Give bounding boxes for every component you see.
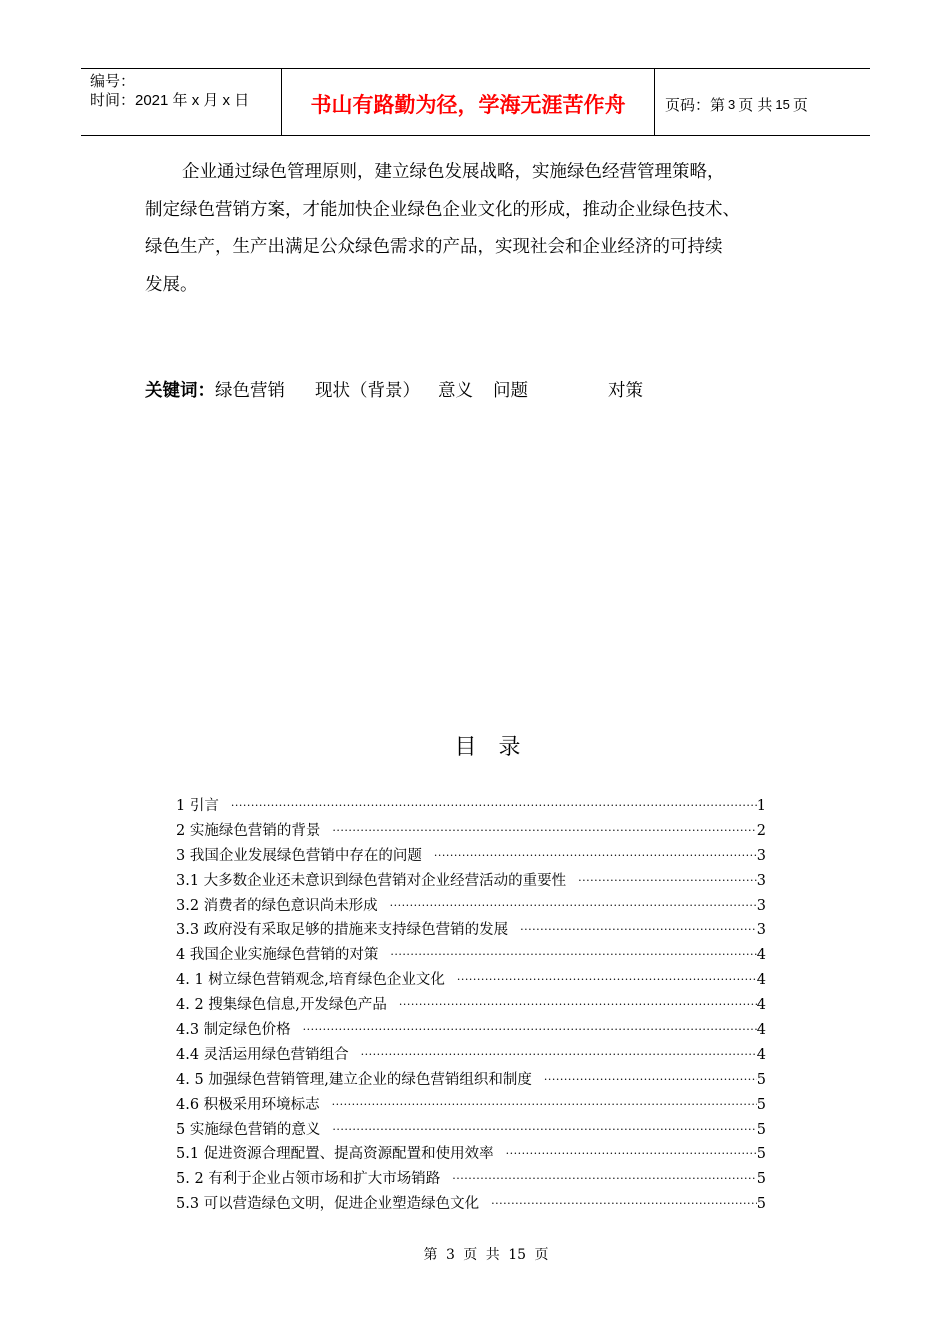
keyword: 问题 [493, 381, 528, 401]
toc-entry-title: 5. 2 有利于企业占领市场和扩大市场销路 [176, 1171, 441, 1188]
toc-entry-title: 5.3 可以营造绿色文明，促进企业塑造绿色文化 [176, 1196, 480, 1213]
toc-dot-leader [399, 993, 757, 1018]
keywords-label: 关键词： [145, 381, 215, 401]
toc-entry[interactable] [176, 1167, 766, 1192]
toc-entry-title: 4 我国企业实施绿色营销的对策 [176, 947, 379, 964]
toc-entry[interactable] [176, 918, 766, 943]
toc-dot-leader [544, 1068, 757, 1093]
toc-dot-leader [390, 943, 756, 968]
toc-entry[interactable] [176, 819, 766, 844]
toc-entry-page: 5 [756, 1121, 766, 1138]
toc-entry-title: 4.6 积极采用环境标志 [176, 1096, 320, 1113]
keyword: 绿色营销 [215, 381, 285, 401]
abstract-paragraph [145, 154, 825, 304]
toc-entry[interactable] [176, 1068, 766, 1093]
page-current: 3 [728, 96, 736, 112]
toc-entry-title: 3.2 消费者的绿色意识尚未形成 [176, 897, 378, 914]
toc-entry[interactable] [176, 1018, 766, 1043]
toc-dot-leader [332, 1118, 756, 1143]
paragraph-line: 发展。 [145, 274, 198, 295]
toc-entry[interactable] [176, 794, 766, 819]
keyword: 现状（背景） [315, 381, 420, 401]
keyword: 对策 [608, 381, 643, 401]
toc-dot-leader [434, 844, 757, 869]
toc-dot-leader [332, 819, 756, 844]
toc-entry-title: 5 实施绿色营销的意义 [176, 1121, 321, 1138]
toc-entry-page: 4 [756, 1046, 766, 1063]
toc-entry-title: 3.3 政府没有采取足够的措施来支持绿色营销的发展 [176, 922, 509, 939]
toc-entry[interactable] [176, 968, 766, 993]
toc-dot-leader [452, 1167, 756, 1192]
paragraph-line: 制定绿色营销方案，才能加快企业绿色企业文化的形成，推动企业绿色技术、 [145, 199, 740, 220]
paragraph-line: 绿色生产，生产出满足公众绿色需求的产品，实现社会和企业经济的可持续 [145, 237, 723, 257]
toc-dot-leader [520, 918, 757, 943]
page-total: 15 [775, 96, 790, 112]
toc-entry-title: 4. 2 搜集绿色信息,开发绿色产品 [176, 997, 387, 1014]
header-meta-cell [81, 69, 282, 135]
page-footer: 第 3 页 共 15 页 [423, 1247, 549, 1263]
toc-entry[interactable] [176, 844, 766, 869]
toc-entry-page: 3 [756, 922, 766, 939]
toc-entry-page: 5 [756, 1146, 766, 1163]
toc-dot-leader [303, 1018, 757, 1043]
toc-entry-title: 4.4 灵活运用绿色营销组合 [176, 1046, 349, 1063]
date-label: 时间：2021 年 x 月 x 日 [90, 92, 250, 109]
toc-entry-title: 5.1 促进资源合理配置、提高资源配置和使用效率 [176, 1146, 494, 1163]
toc-entry-page: 3 [756, 872, 766, 889]
toc-entry-page: 3 [756, 847, 766, 864]
paragraph-line: 企业通过绿色管理原则，建立绿色发展战略，实施绿色经营管理策略， [182, 162, 725, 182]
toc-dot-leader [332, 1093, 757, 1118]
toc-entry-page: 5 [756, 1196, 766, 1213]
toc-entry[interactable] [176, 943, 766, 968]
page-prefix: 页码：第 [665, 96, 726, 114]
toc-dot-leader [491, 1192, 757, 1217]
toc-dot-leader [578, 869, 757, 894]
toc-entry-title: 3 我国企业发展绿色营销中存在的问题 [176, 847, 422, 864]
code-label: 编号： [90, 73, 136, 90]
toc-entry-page: 4 [756, 1022, 766, 1039]
toc-dot-leader [231, 794, 757, 819]
toc-entry[interactable] [176, 1093, 766, 1118]
toc-entry-title: 2 实施绿色营销的背景 [176, 822, 321, 839]
toc-entry-page: 1 [756, 798, 766, 814]
toc-entry-page: 5 [756, 1096, 766, 1113]
toc-dot-leader [457, 968, 757, 993]
toc-dot-leader [361, 1043, 757, 1068]
toc-entry[interactable] [176, 993, 766, 1018]
toc-entry-title: 1 引言 [176, 798, 219, 814]
page-mid: 页 共 [738, 96, 773, 114]
toc-entry-title: 4. 1 树立绿色营销观念,培育绿色企业文化 [176, 972, 445, 989]
toc-entry-page: 4 [756, 947, 766, 964]
toc-entry[interactable] [176, 1118, 766, 1143]
page-suffix: 页 [792, 96, 808, 114]
toc-entry[interactable] [176, 894, 766, 919]
toc-entry-page: 2 [756, 822, 766, 839]
toc-dot-leader [506, 1142, 757, 1167]
toc-entry[interactable] [176, 1043, 766, 1068]
page-header [81, 68, 870, 136]
toc-entry-page: 4 [756, 997, 766, 1014]
toc-entry[interactable] [176, 869, 766, 894]
toc-entry-page: 5 [756, 1071, 766, 1088]
header-page-info [655, 69, 870, 135]
toc-entry-page: 3 [756, 897, 766, 914]
toc-entry[interactable] [176, 1192, 766, 1217]
toc-entry-title: 4.3 制定绿色价格 [176, 1022, 291, 1039]
toc-entry-title: 3.1 大多数企业还未意识到绿色营销对企业经营活动的重要性 [176, 872, 567, 889]
toc-entry-page: 5 [756, 1171, 766, 1188]
toc-entry-title: 4. 5 加强绿色营销管理,建立企业的绿色营销组织和制度 [176, 1071, 532, 1088]
keywords-line [145, 378, 643, 404]
toc-entry[interactable] [176, 1142, 766, 1167]
toc-title: 目录 [454, 735, 543, 760]
toc-entry-page: 4 [756, 972, 766, 989]
keyword: 意义 [438, 381, 473, 401]
header-motto: 书山有路勤为径，学海无涯苦作舟 [282, 69, 655, 135]
toc-dot-leader [390, 894, 757, 919]
table-of-contents [176, 794, 766, 1217]
